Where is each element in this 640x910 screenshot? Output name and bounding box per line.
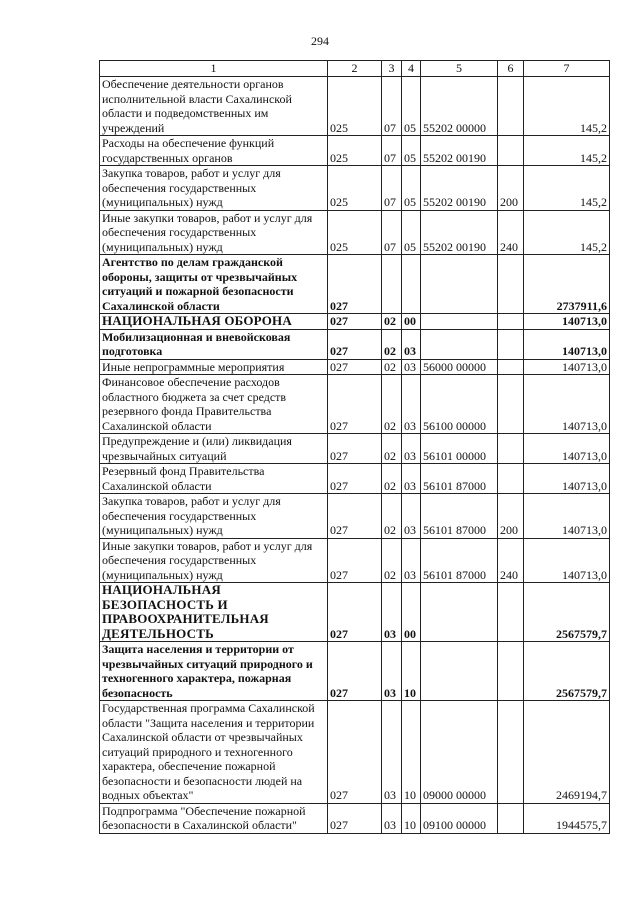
header-col-3: 3 (382, 61, 402, 77)
row-amount: 145,2 (524, 77, 610, 136)
row-section-code: 02 (382, 494, 402, 539)
row-subsection-code: 03 (402, 464, 421, 494)
table-row (100, 210, 610, 255)
row-section-code: 03 (382, 803, 402, 833)
header-col-7: 7 (524, 61, 610, 77)
row-name: Иные непрограммные мероприятия (100, 359, 328, 375)
table-row (100, 166, 610, 211)
row-section-code: 03 (382, 583, 402, 642)
row-section-code: 07 (382, 166, 402, 211)
row-subsection-code: 03 (402, 359, 421, 375)
budget-table (99, 60, 610, 834)
row-name: НАЦИОНАЛЬНАЯ БЕЗОПАСНОСТЬ И ПРАВООХРАНИТЕЛЬНАЯ ДЕЯТЕЛЬНОСТЬ (100, 583, 328, 642)
row-amount: 2469194,7 (524, 701, 610, 804)
row-subsection-code (402, 255, 421, 314)
table-row (100, 314, 610, 330)
row-target-article: 55202 00000 (421, 77, 498, 136)
row-ved-code: 027 (328, 434, 382, 464)
row-section-code: 02 (382, 375, 402, 434)
row-expense-type (498, 314, 524, 330)
row-amount: 140713,0 (524, 329, 610, 359)
row-ved-code: 025 (328, 210, 382, 255)
row-ved-code: 025 (328, 77, 382, 136)
row-target-article: 09100 00000 (421, 803, 498, 833)
row-target-article: 09000 00000 (421, 701, 498, 804)
row-name: Закупка товаров, работ и услуг для обеспечения государственных (муниципальных) нужд (100, 494, 328, 539)
row-name: Закупка товаров, работ и услуг для обеспечения государственных (муниципальных) нужд (100, 166, 328, 211)
row-ved-code: 027 (328, 359, 382, 375)
row-subsection-code: 10 (402, 701, 421, 804)
table-row (100, 375, 610, 434)
row-subsection-code: 03 (402, 329, 421, 359)
row-amount: 140713,0 (524, 314, 610, 330)
row-name: Иные закупки товаров, работ и услуг для обеспечения государственных (муниципальных) нужд (100, 210, 328, 255)
row-section-code: 02 (382, 359, 402, 375)
row-subsection-code: 03 (402, 375, 421, 434)
row-target-article: 55202 00190 (421, 136, 498, 166)
row-name: Государственная программа Сахалинской области "Защита населения и территории Сахалинской области от чрезвычайных ситуаций природного и техногенного характера, обеспечение пожарной безопасности и безопасности людей на водных объектах" (100, 701, 328, 804)
row-expense-type (498, 329, 524, 359)
row-name: Резервный фонд Правительства Сахалинской области (100, 464, 328, 494)
row-target-article (421, 255, 498, 314)
table-header-row (100, 61, 610, 77)
header-col-6: 6 (498, 61, 524, 77)
row-name: Агентство по делам гражданской обороны, защиты от чрезвычайных ситуаций и пожарной безопасности Сахалинской области (100, 255, 328, 314)
row-section-code: 03 (382, 642, 402, 701)
row-expense-type (498, 434, 524, 464)
row-subsection-code: 10 (402, 642, 421, 701)
row-target-article (421, 642, 498, 701)
table-row (100, 701, 610, 804)
row-subsection-code: 05 (402, 77, 421, 136)
row-amount: 2567579,7 (524, 583, 610, 642)
row-target-article (421, 314, 498, 330)
row-target-article: 56000 00000 (421, 359, 498, 375)
row-ved-code: 027 (328, 583, 382, 642)
row-expense-type: 200 (498, 166, 524, 211)
row-target-article: 56101 87000 (421, 494, 498, 539)
row-target-article: 56101 87000 (421, 538, 498, 583)
row-expense-type (498, 375, 524, 434)
table-row (100, 329, 610, 359)
row-ved-code: 025 (328, 166, 382, 211)
row-expense-type (498, 77, 524, 136)
table-row (100, 77, 610, 136)
row-expense-type (498, 359, 524, 375)
row-name: Обеспечение деятельности органов исполнительной власти Сахалинской области и подведомственных им учреждений (100, 77, 328, 136)
page-number: 294 (311, 34, 329, 48)
row-ved-code: 027 (328, 464, 382, 494)
row-ved-code: 027 (328, 375, 382, 434)
row-amount: 2737911,6 (524, 255, 610, 314)
row-ved-code: 027 (328, 329, 382, 359)
row-name: Расходы на обеспечение функций государственных органов (100, 136, 328, 166)
header-col-4: 4 (402, 61, 421, 77)
row-subsection-code: 03 (402, 494, 421, 539)
row-ved-code: 027 (328, 255, 382, 314)
row-subsection-code: 03 (402, 434, 421, 464)
row-section-code: 07 (382, 136, 402, 166)
row-expense-type (498, 136, 524, 166)
row-amount: 140713,0 (524, 538, 610, 583)
row-expense-type (498, 583, 524, 642)
row-name: Финансовое обеспечение расходов областного бюджета за счет средств резервного фонда Правительства Сахалинской области (100, 375, 328, 434)
table-row (100, 464, 610, 494)
table-body (100, 77, 610, 834)
table-row (100, 434, 610, 464)
row-amount: 2567579,7 (524, 642, 610, 701)
row-section-code: 02 (382, 434, 402, 464)
row-ved-code: 027 (328, 642, 382, 701)
row-name: Предупреждение и (или) ликвидация чрезвычайных ситуаций (100, 434, 328, 464)
header-col-1: 1 (100, 61, 328, 77)
row-section-code: 07 (382, 77, 402, 136)
row-expense-type (498, 255, 524, 314)
row-expense-type: 200 (498, 494, 524, 539)
table-row (100, 803, 610, 833)
row-ved-code: 027 (328, 803, 382, 833)
row-subsection-code: 00 (402, 314, 421, 330)
row-name: Иные закупки товаров, работ и услуг для обеспечения государственных (муниципальных) нужд (100, 538, 328, 583)
row-amount: 145,2 (524, 136, 610, 166)
row-section-code: 02 (382, 538, 402, 583)
row-amount: 140713,0 (524, 464, 610, 494)
row-ved-code: 027 (328, 538, 382, 583)
row-subsection-code: 05 (402, 136, 421, 166)
row-expense-type (498, 803, 524, 833)
row-name: Защита населения и территории от чрезвычайных ситуаций природного и техногенного характера, пожарная безопасность (100, 642, 328, 701)
header-col-5: 5 (421, 61, 498, 77)
row-name: НАЦИОНАЛЬНАЯ ОБОРОНА (100, 314, 328, 330)
table-row (100, 494, 610, 539)
row-ved-code: 025 (328, 136, 382, 166)
row-section-code: 02 (382, 329, 402, 359)
row-name: Подпрограмма "Обеспечение пожарной безопасности в Сахалинской области" (100, 803, 328, 833)
row-ved-code: 027 (328, 494, 382, 539)
row-expense-type (498, 642, 524, 701)
row-amount: 1944575,7 (524, 803, 610, 833)
row-expense-type: 240 (498, 538, 524, 583)
row-subsection-code: 03 (402, 538, 421, 583)
row-section-code: 03 (382, 701, 402, 804)
row-subsection-code: 00 (402, 583, 421, 642)
row-section-code: 07 (382, 210, 402, 255)
row-target-article: 56101 00000 (421, 434, 498, 464)
row-subsection-code: 05 (402, 210, 421, 255)
row-expense-type: 240 (498, 210, 524, 255)
row-amount: 145,2 (524, 210, 610, 255)
row-target-article (421, 583, 498, 642)
row-ved-code: 027 (328, 314, 382, 330)
row-section-code: 02 (382, 464, 402, 494)
row-target-article (421, 329, 498, 359)
row-name: Мобилизационная и вневойсковая подготовка (100, 329, 328, 359)
row-subsection-code: 05 (402, 166, 421, 211)
row-subsection-code: 10 (402, 803, 421, 833)
row-section-code: 02 (382, 314, 402, 330)
table-row (100, 136, 610, 166)
row-target-article: 55202 00190 (421, 210, 498, 255)
row-ved-code: 027 (328, 701, 382, 804)
table-row (100, 642, 610, 701)
row-expense-type (498, 464, 524, 494)
row-expense-type (498, 701, 524, 804)
row-target-article: 56100 00000 (421, 375, 498, 434)
row-amount: 140713,0 (524, 359, 610, 375)
row-target-article: 56101 87000 (421, 464, 498, 494)
row-section-code (382, 255, 402, 314)
row-amount: 145,2 (524, 166, 610, 211)
row-amount: 140713,0 (524, 434, 610, 464)
row-target-article: 55202 00190 (421, 166, 498, 211)
table-row (100, 359, 610, 375)
row-amount: 140713,0 (524, 494, 610, 539)
row-amount: 140713,0 (524, 375, 610, 434)
table-row (100, 583, 610, 642)
header-col-2: 2 (328, 61, 382, 77)
table-row (100, 255, 610, 314)
table-row (100, 538, 610, 583)
